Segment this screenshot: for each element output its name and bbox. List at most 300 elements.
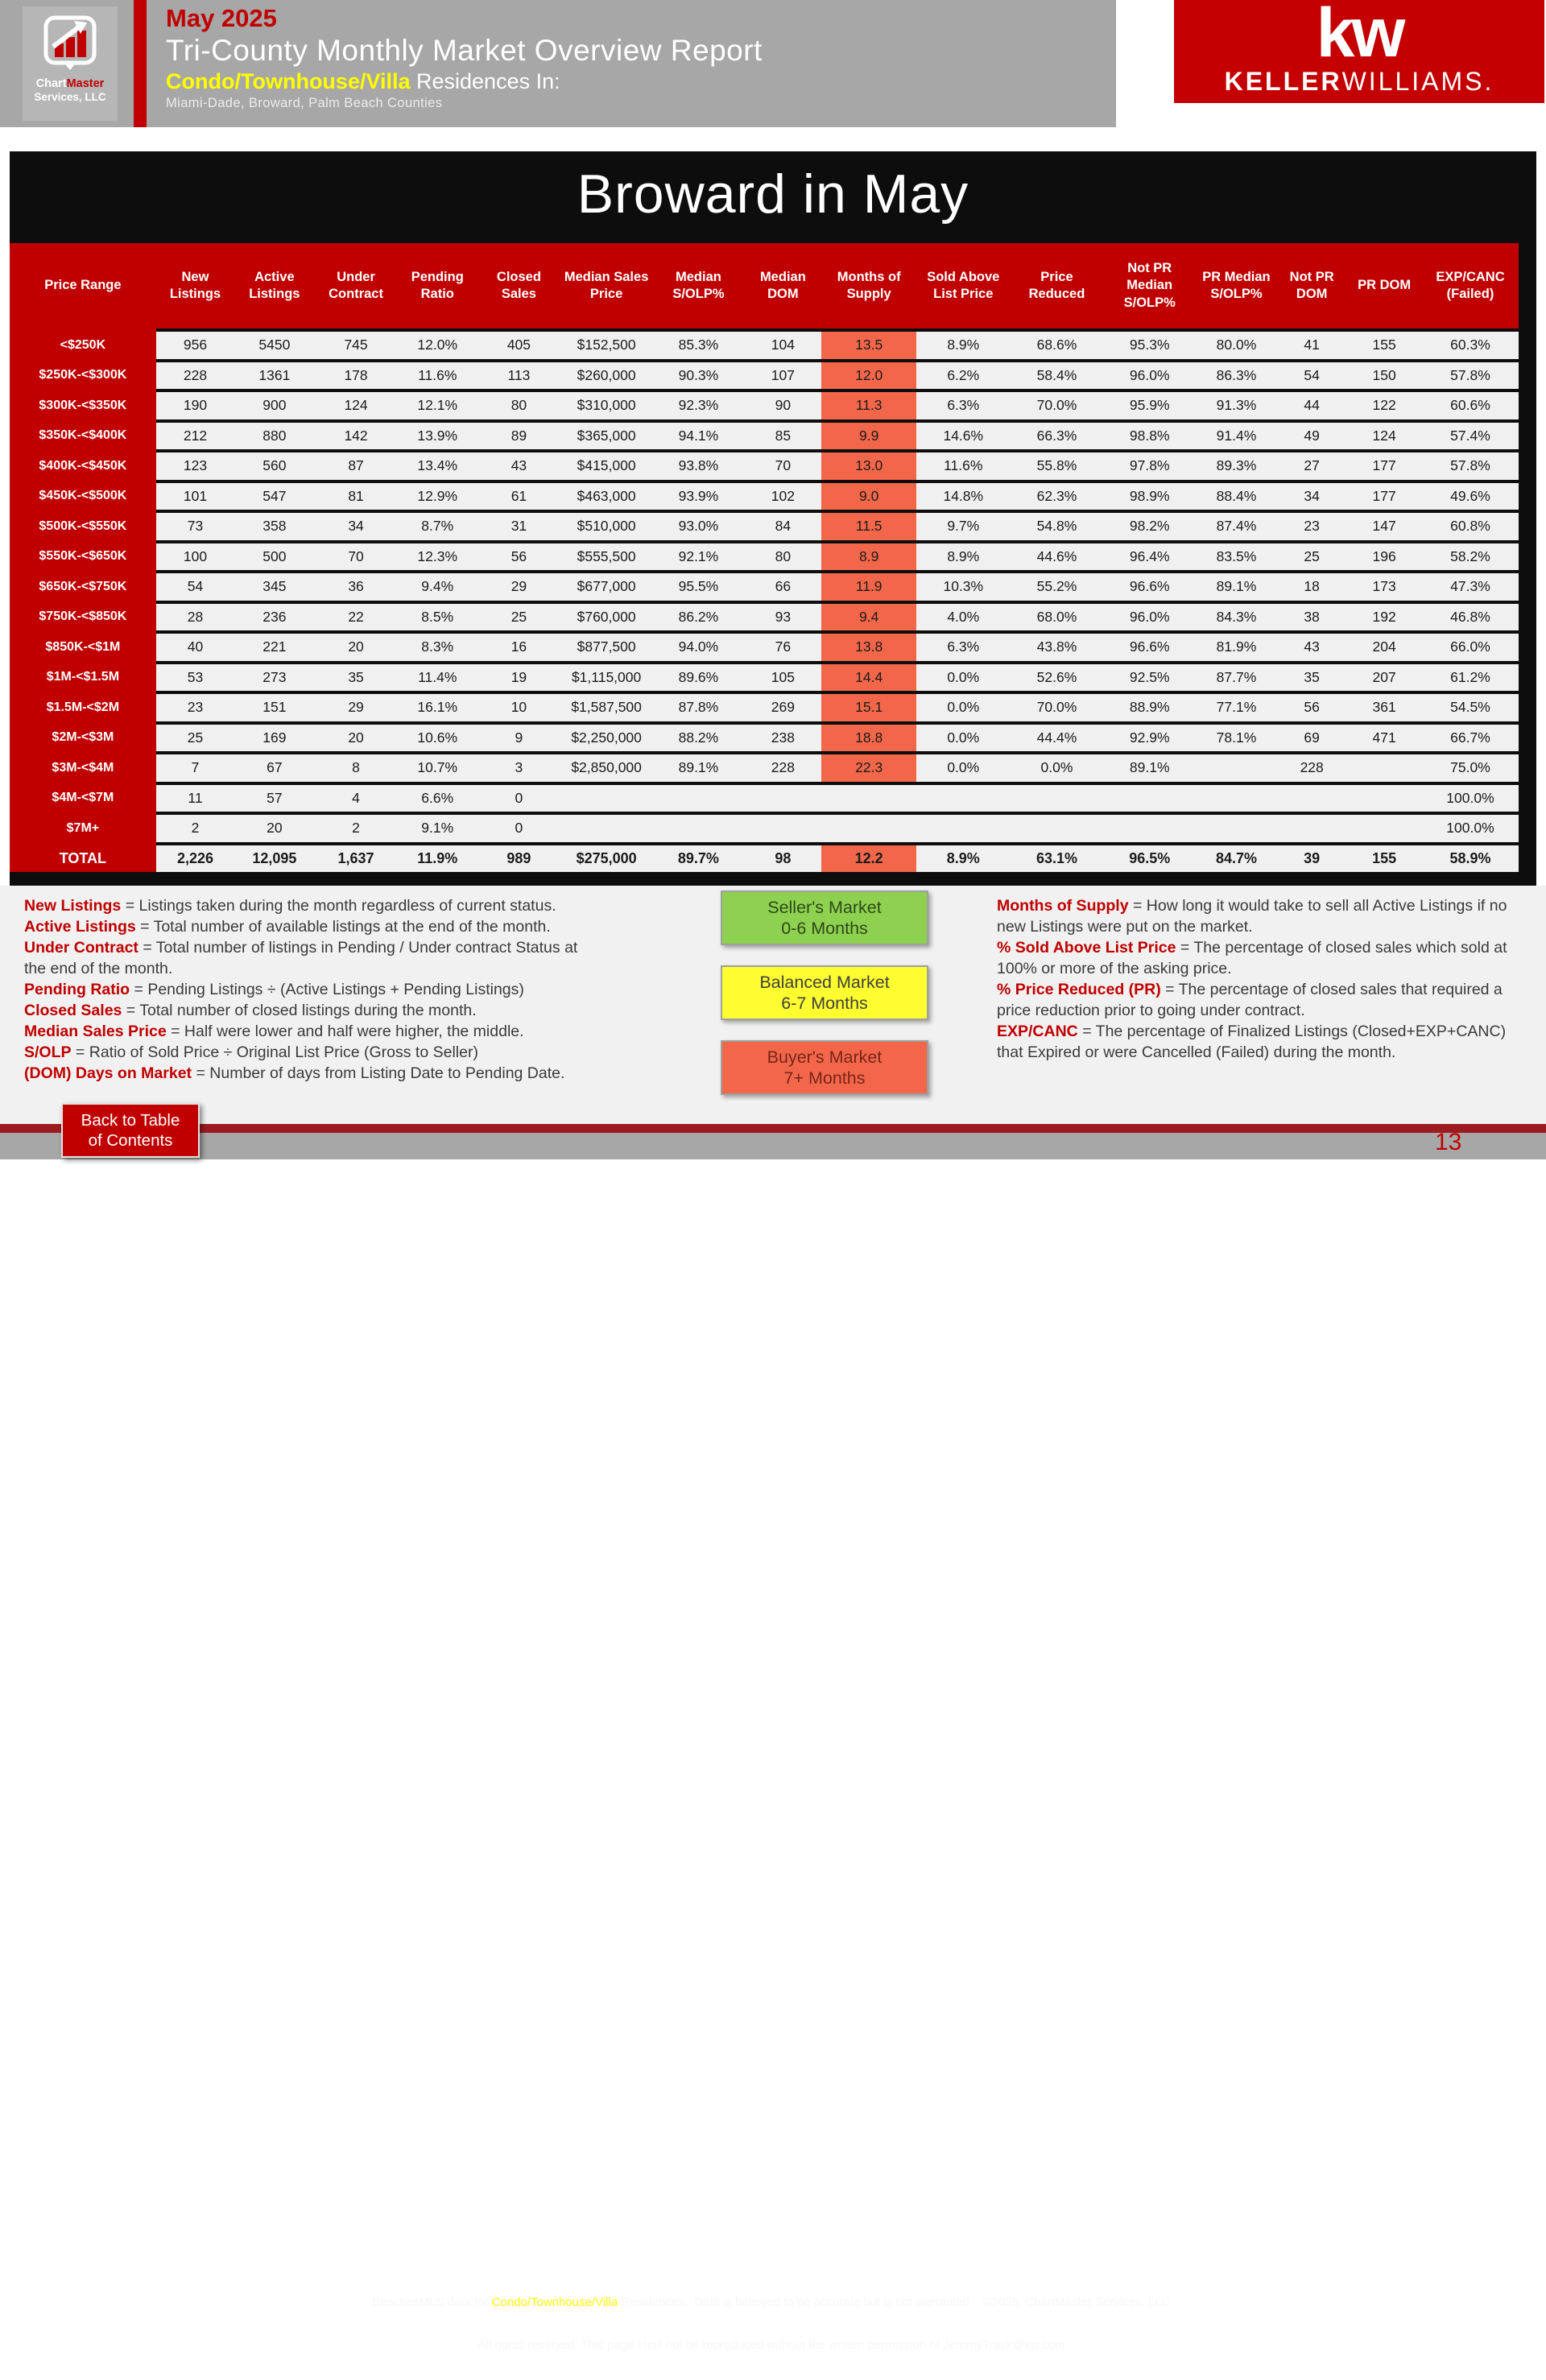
table-cell: 471 <box>1346 725 1422 752</box>
table-cell: 60.6% <box>1422 392 1519 419</box>
table-cell: 12.0% <box>398 332 477 359</box>
table-cell: 68.0% <box>1010 604 1103 631</box>
table-cell <box>1196 785 1277 812</box>
table-cell: 80 <box>477 392 560 419</box>
table-cell: 96.5% <box>1104 845 1196 873</box>
table-cell: 8.9% <box>916 332 1010 359</box>
table-cell: 22.3 <box>821 754 916 782</box>
table-cell <box>1010 815 1103 842</box>
table-cell: 85 <box>745 423 822 450</box>
table-cell: 44 <box>1277 392 1346 419</box>
table-cell: 89.1% <box>1104 754 1196 782</box>
table-cell <box>745 785 822 812</box>
table-row <box>10 785 1519 812</box>
table-cell: 54.5% <box>1422 694 1519 721</box>
table-cell <box>1104 815 1196 842</box>
report-title: Tri-County Monthly Market Overview Report <box>166 34 763 67</box>
table-cell: 142 <box>315 423 398 450</box>
table-cell: 9.1% <box>398 815 477 842</box>
table-cell: 43 <box>477 452 560 480</box>
definition-item: New Listings = Listings taken during the month regardless of current status. <box>24 897 556 915</box>
table-cell: 70 <box>745 452 822 480</box>
table-cell <box>1346 754 1422 782</box>
table-cell: 0.0% <box>916 754 1010 782</box>
table-row <box>10 332 1519 359</box>
table-cell: 16.1% <box>398 694 477 721</box>
table-cell: 58.2% <box>1422 543 1519 571</box>
table-cell: 236 <box>234 604 314 631</box>
table-cell: 31 <box>477 513 560 540</box>
table-cell: 173 <box>1346 573 1422 601</box>
table-cell: 43.8% <box>1010 634 1103 661</box>
table-cell: 124 <box>315 392 398 419</box>
table-cell: 87.8% <box>652 694 744 721</box>
table-cell: 47.3% <box>1422 573 1519 601</box>
table-cell: 23 <box>1277 513 1346 540</box>
table-cell: 8 <box>315 754 398 782</box>
table-cell: 41 <box>1277 332 1346 359</box>
table-cell <box>916 785 1010 812</box>
table-row <box>10 754 1519 782</box>
column-header: Active Listings <box>234 243 314 328</box>
table-cell <box>1346 785 1422 812</box>
table-header-row <box>10 243 1519 328</box>
table-cell: 73 <box>156 513 234 540</box>
table-cell: 69 <box>1277 725 1346 752</box>
price-range-cell: $7M+ <box>10 815 156 842</box>
table-cell: 96.6% <box>1104 573 1196 601</box>
table-cell: 96.0% <box>1104 604 1196 631</box>
table-cell: 92.1% <box>652 543 744 571</box>
table-cell: 6.3% <box>916 634 1010 661</box>
column-header: Median S/OLP% <box>652 243 744 328</box>
table-cell: 113 <box>477 362 560 390</box>
column-header: Under Contract <box>315 243 398 328</box>
table-cell: 35 <box>315 664 398 692</box>
table-cell: 54.8% <box>1010 513 1103 540</box>
table-cell: 43 <box>1277 634 1346 661</box>
table-cell: 11.6% <box>398 362 477 390</box>
table-cell: 105 <box>745 664 822 692</box>
table-row <box>10 423 1519 450</box>
table-cell: 8.7% <box>398 513 477 540</box>
table-cell <box>1010 785 1103 812</box>
price-range-cell: <$250K <box>10 332 156 359</box>
column-header: Sold Above List Price <box>916 243 1010 328</box>
table-cell: 1361 <box>234 362 314 390</box>
table-cell: 2 <box>156 815 234 842</box>
report-subtitle: Condo/Townhouse/Villa Residences In: <box>166 69 560 93</box>
table-cell: 84.3% <box>1196 604 1277 631</box>
column-header: PR DOM <box>1346 243 1422 328</box>
table-cell: 96.6% <box>1104 634 1196 661</box>
footer-line2: All rights reserved. This page shall not be reproduced without the written permission of JeromyTrask@kw.com. <box>477 2337 1069 2352</box>
table-cell: 95.5% <box>652 573 744 601</box>
table-cell: 60.8% <box>1422 513 1519 540</box>
table-cell: 0.0% <box>1010 754 1103 782</box>
table-row <box>10 452 1519 480</box>
header-band <box>0 0 1116 127</box>
column-header: Pending Ratio <box>398 243 477 328</box>
table-cell: 547 <box>234 483 314 510</box>
market-key <box>721 890 928 1115</box>
table-cell: 11.6% <box>916 452 1010 480</box>
table-cell: 8.5% <box>398 604 477 631</box>
table-cell: 44.6% <box>1010 543 1103 571</box>
definition-item: Median Sales Price = Half were lower and half were higher, the middle. <box>24 1023 524 1040</box>
table-cell: 93 <box>745 604 822 631</box>
table-row <box>10 634 1519 661</box>
table-cell: $365,000 <box>560 423 652 450</box>
price-range-cell: $350K-<$400K <box>10 423 156 450</box>
price-range-cell: $500K-<$550K <box>10 513 156 540</box>
column-header: Not PR Median S/OLP% <box>1104 243 1196 328</box>
table-cell: 6.6% <box>398 785 477 812</box>
table-cell: 13.0 <box>821 452 916 480</box>
table-cell: 70 <box>315 543 398 571</box>
table-cell: 900 <box>234 392 314 419</box>
table-row <box>10 362 1519 390</box>
table-cell: 13.4% <box>398 452 477 480</box>
table-cell: 16 <box>477 634 560 661</box>
table-cell: 75.0% <box>1422 754 1519 782</box>
table-cell: 20 <box>234 815 314 842</box>
table-cell: 96.0% <box>1104 362 1196 390</box>
table-cell: $877,500 <box>560 634 652 661</box>
table-cell: 19 <box>477 664 560 692</box>
table-cell: 0.0% <box>916 694 1010 721</box>
table-cell: 49 <box>1277 423 1346 450</box>
table-cell: 9 <box>477 725 560 752</box>
table-cell: 57.8% <box>1422 452 1519 480</box>
price-range-cell: $750K-<$850K <box>10 604 156 631</box>
table-cell: 13.8 <box>821 634 916 661</box>
kw-mark: kw <box>1316 0 1403 72</box>
market-key-sellers: Seller's Market 0-6 Months <box>721 890 928 945</box>
table-cell: 155 <box>1346 332 1422 359</box>
table-cell: 9.4% <box>398 573 477 601</box>
column-header: Price Reduced <box>1010 243 1103 328</box>
back-to-toc-button[interactable]: Back to Table of Contents <box>61 1103 200 1158</box>
table-cell: 22 <box>315 604 398 631</box>
table-row <box>10 392 1519 419</box>
table-cell: 98.8% <box>1104 423 1196 450</box>
table-cell: 92.3% <box>652 392 744 419</box>
table-cell: 3 <box>477 754 560 782</box>
table-cell: 80.0% <box>1196 332 1277 359</box>
column-header: Not PR DOM <box>1277 243 1346 328</box>
table-cell: 81.9% <box>1196 634 1277 661</box>
table-cell: 57.4% <box>1422 423 1519 450</box>
table-row <box>10 483 1519 510</box>
table-cell: 80 <box>745 543 822 571</box>
table-cell <box>745 815 822 842</box>
table-cell: 405 <box>477 332 560 359</box>
table-cell: 92.5% <box>1104 664 1196 692</box>
table-cell <box>560 815 652 842</box>
table-cell: 66.7% <box>1422 725 1519 752</box>
table-cell: 38 <box>1277 604 1346 631</box>
column-header: Closed Sales <box>477 243 560 328</box>
table-cell: $1,115,000 <box>560 664 652 692</box>
table-cell: 87.4% <box>1196 513 1277 540</box>
table-cell: 88.9% <box>1104 694 1196 721</box>
table-cell: 122 <box>1346 392 1422 419</box>
table-cell: 85.3% <box>652 332 744 359</box>
table-cell: 190 <box>156 392 234 419</box>
table-cell: 56 <box>1277 694 1346 721</box>
table-cell: 87 <box>315 452 398 480</box>
table-cell: 61.2% <box>1422 664 1519 692</box>
price-range-cell: $3M-<$4M <box>10 754 156 782</box>
table-cell: 84.7% <box>1196 845 1277 873</box>
chartmaster-chart-icon <box>39 13 101 76</box>
table-cell: 9.9 <box>821 423 916 450</box>
page-title: Broward in May <box>577 163 969 225</box>
table-cell: 88.4% <box>1196 483 1277 510</box>
table-cell: 10 <box>477 694 560 721</box>
table-cell: 6.2% <box>916 362 1010 390</box>
table-cell: 11.3 <box>821 392 916 419</box>
table-cell: 6.3% <box>916 392 1010 419</box>
table-cell: 11.9 <box>821 573 916 601</box>
table-row <box>10 664 1519 692</box>
table-cell: 169 <box>234 725 314 752</box>
footer-line1: BeachesMLS data for Condo/Townhouse/Villa Residences. Data is believed to be accurate but is not warranted. ©2025 ChartMaster Services, LLC. <box>372 2295 1174 2309</box>
table-cell: 14.8% <box>916 483 1010 510</box>
table-cell: 0 <box>477 815 560 842</box>
table-cell: 93.8% <box>652 452 744 480</box>
chartmaster-logo <box>23 6 118 121</box>
column-header: EXP/CANC (Failed) <box>1422 243 1519 328</box>
table-cell: 87.7% <box>1196 664 1277 692</box>
table-cell: 54 <box>1277 362 1346 390</box>
table-cell: 12.2 <box>821 845 916 873</box>
table-cell: 20 <box>315 725 398 752</box>
table-cell: 956 <box>156 332 234 359</box>
table-cell: 25 <box>477 604 560 631</box>
table-row <box>10 513 1519 540</box>
column-header: PR Median S/OLP% <box>1196 243 1277 328</box>
table-cell: 66.0% <box>1422 634 1519 661</box>
column-header: Median DOM <box>745 243 822 328</box>
table-cell: 89.6% <box>652 664 744 692</box>
price-range-cell: $300K-<$350K <box>10 392 156 419</box>
table-cell: 4 <box>315 785 398 812</box>
table-cell: 92.9% <box>1104 725 1196 752</box>
table-cell: 150 <box>1346 362 1422 390</box>
column-header: Price Range <box>10 243 156 328</box>
table-cell: $677,000 <box>560 573 652 601</box>
table-cell: 8.9% <box>916 845 1010 873</box>
table-row <box>10 543 1519 571</box>
price-range-cell: $1.5M-<$2M <box>10 694 156 721</box>
kw-wordmark: KELLERWILLIAMS. <box>1224 67 1494 96</box>
definition-item: Pending Ratio = Pending Listings ÷ (Active Listings + Pending Listings) <box>24 981 524 998</box>
table-cell: 95.3% <box>1104 332 1196 359</box>
table-cell: 12.0 <box>821 362 916 390</box>
table-cell: 61 <box>477 483 560 510</box>
table-cell: 94.0% <box>652 634 744 661</box>
definition-item: Under Contract = Total number of listings in Pending / Under contract Status at the end of the month. <box>24 939 578 977</box>
table-cell: $310,000 <box>560 392 652 419</box>
table-cell: 70.0% <box>1010 392 1103 419</box>
table-cell: 989 <box>477 845 560 873</box>
table-cell: 100.0% <box>1422 785 1519 812</box>
table-cell: 358 <box>234 513 314 540</box>
table-cell: 49.6% <box>1422 483 1519 510</box>
table-cell: 91.3% <box>1196 392 1277 419</box>
table-cell <box>916 815 1010 842</box>
table-cell: 11.9% <box>398 845 477 873</box>
table-cell: 52.6% <box>1010 664 1103 692</box>
table-cell: 84 <box>745 513 822 540</box>
table-cell: 86.3% <box>1196 362 1277 390</box>
table-cell: 5450 <box>234 332 314 359</box>
table-cell: 53 <box>156 664 234 692</box>
column-header: Median Sales Price <box>560 243 652 328</box>
counties-line: Miami-Dade, Broward, Palm Beach Counties <box>166 96 443 110</box>
table-cell: 44.4% <box>1010 725 1103 752</box>
table-cell: 20 <box>315 634 398 661</box>
definition-item: EXP/CANC = The percentage of Finalized Listings (Closed+EXP+CANC) that Expired or were Cancelled (Failed) during the month. <box>997 1023 1507 1061</box>
table-cell: 89.3% <box>1196 452 1277 480</box>
table-cell: 83.5% <box>1196 543 1277 571</box>
table-cell: 212 <box>156 423 234 450</box>
table-cell <box>1346 815 1422 842</box>
definition-item: (DOM) Days on Market = Number of days from Listing Date to Pending Date. <box>24 1064 565 1082</box>
table-cell: 86.2% <box>652 604 744 631</box>
table-cell: 207 <box>1346 664 1422 692</box>
table-cell: $275,000 <box>560 845 652 873</box>
table-cell: 204 <box>1346 634 1422 661</box>
price-range-cell: $250K-<$300K <box>10 362 156 390</box>
price-range-cell: $1M-<$1.5M <box>10 664 156 692</box>
definition-item: Months of Supply = How long it would take to sell all Active Listings if no new Listings were put on the market. <box>997 897 1507 936</box>
table-row <box>10 815 1519 842</box>
table-cell: 54 <box>156 573 234 601</box>
table-cell: 12.9% <box>398 483 477 510</box>
table-cell: $463,000 <box>560 483 652 510</box>
table-cell: 29 <box>477 573 560 601</box>
table-cell: 76 <box>745 634 822 661</box>
table-cell: 34 <box>1277 483 1346 510</box>
table-cell: 18 <box>1277 573 1346 601</box>
table-cell: 560 <box>234 452 314 480</box>
column-header: New Listings <box>156 243 234 328</box>
table-cell: 39 <box>1277 845 1346 873</box>
table-cell: 100 <box>156 543 234 571</box>
market-key-balanced: Balanced Market 6-7 Months <box>721 965 928 1020</box>
table-cell: 345 <box>234 573 314 601</box>
price-range-cell: $550K-<$650K <box>10 543 156 571</box>
table-cell: 124 <box>1346 423 1422 450</box>
table-cell: 62.3% <box>1010 483 1103 510</box>
footer-rule <box>0 1124 1546 1133</box>
definitions-left <box>24 895 592 1084</box>
table-cell: 107 <box>745 362 822 390</box>
table-cell: 91.4% <box>1196 423 1277 450</box>
table-cell: 177 <box>1346 452 1422 480</box>
table-cell: 95.9% <box>1104 392 1196 419</box>
table-cell: 97.8% <box>1104 452 1196 480</box>
table-cell: 23 <box>156 694 234 721</box>
table-cell: 98.9% <box>1104 483 1196 510</box>
table-cell: 56 <box>477 543 560 571</box>
table-cell: 60.3% <box>1422 332 1519 359</box>
table-cell: 238 <box>745 725 822 752</box>
table-cell: 269 <box>745 694 822 721</box>
table-cell <box>652 785 744 812</box>
footer-band <box>0 1133 1546 2352</box>
table-cell: 500 <box>234 543 314 571</box>
table-cell: 101 <box>156 483 234 510</box>
table-cell: 63.1% <box>1010 845 1103 873</box>
table-cell: 89.1% <box>652 754 744 782</box>
table-cell: 1,637 <box>315 845 398 873</box>
table-row <box>10 573 1519 601</box>
table-cell: 27 <box>1277 452 1346 480</box>
kw-logo <box>1174 0 1544 103</box>
table-cell: 93.0% <box>652 513 744 540</box>
definition-item: S/OLP = Ratio of Sold Price ÷ Original List Price (Gross to Seller) <box>24 1043 478 1061</box>
table-cell: 96.4% <box>1104 543 1196 571</box>
table-cell: $555,500 <box>560 543 652 571</box>
table-cell: 55.8% <box>1010 452 1103 480</box>
chartmaster-subtext: Services, LLC <box>34 91 106 103</box>
table-cell: $260,000 <box>560 362 652 390</box>
table-row <box>10 694 1519 721</box>
table-cell: $152,500 <box>560 332 652 359</box>
table-cell: 34 <box>315 513 398 540</box>
definition-item: % Sold Above List Price = The percentage of closed sales which sold at 100% or more of the asking price. <box>997 939 1507 977</box>
table-cell: 0 <box>477 785 560 812</box>
table-cell: 81 <box>315 483 398 510</box>
price-range-cell: $2M-<$3M <box>10 725 156 752</box>
table-cell: 11.5 <box>821 513 916 540</box>
table-cell: 2 <box>315 815 398 842</box>
table-cell: 10.3% <box>916 573 1010 601</box>
table-cell: 177 <box>1346 483 1422 510</box>
report-board <box>10 151 1536 886</box>
table-cell: $2,850,000 <box>560 754 652 782</box>
table-cell: 221 <box>234 634 314 661</box>
table-cell: 151 <box>234 694 314 721</box>
table-cell <box>821 785 916 812</box>
table-cell: 93.9% <box>652 483 744 510</box>
table-cell: 40 <box>156 634 234 661</box>
price-range-cell: $650K-<$750K <box>10 573 156 601</box>
table-row <box>10 725 1519 752</box>
table-cell: $415,000 <box>560 452 652 480</box>
table-cell: 10.7% <box>398 754 477 782</box>
table-cell <box>1196 754 1277 782</box>
table-cell: 178 <box>315 362 398 390</box>
table-cell <box>560 785 652 812</box>
table-cell: 7 <box>156 754 234 782</box>
table-cell: 123 <box>156 452 234 480</box>
table-cell: 9.7% <box>916 513 1010 540</box>
table-cell: 18.8 <box>821 725 916 752</box>
table-cell: 155 <box>1346 845 1422 873</box>
price-range-cell: $450K-<$500K <box>10 483 156 510</box>
table-cell: 13.5 <box>821 332 916 359</box>
table-cell: 102 <box>745 483 822 510</box>
table-cell: 90 <box>745 392 822 419</box>
table-cell: 11.4% <box>398 664 477 692</box>
table-cell: 9.0 <box>821 483 916 510</box>
price-range-cell: $850K-<$1M <box>10 634 156 661</box>
